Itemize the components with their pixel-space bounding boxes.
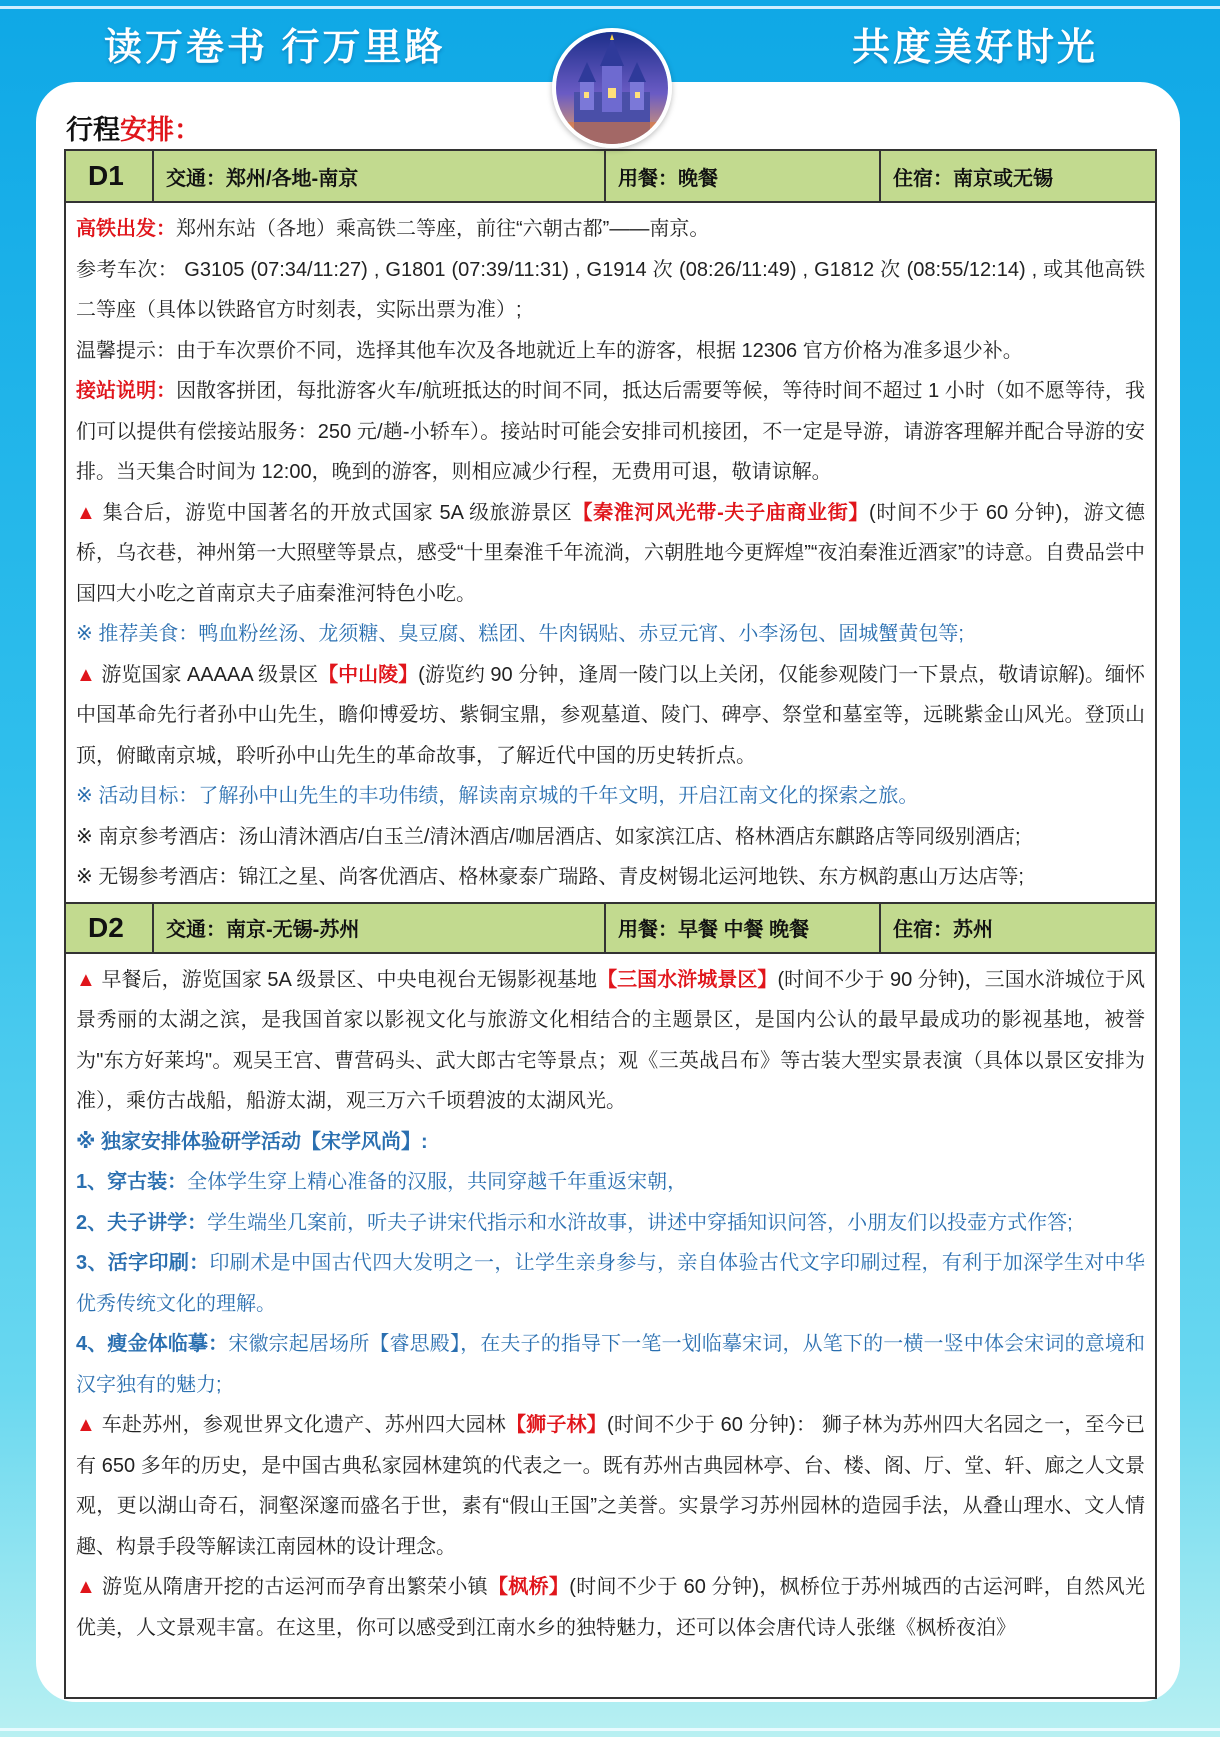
meal-cell: 用餐：晚餐 [606,151,881,201]
top-divider [0,6,1220,9]
triangle-icon: ▲ [76,968,96,991]
bottom-divider [0,1728,1220,1731]
triangle-icon: ▲ [76,663,96,686]
stay-cell: 住宿：南京或无锡 [893,167,1053,190]
qinhuai-activity: ▲ 集合后，游览中国著名的开放式国家 5A 级旅游景区【秦淮河风光带-夫子庙商业街】(时间不少于 60 分钟)，游文德桥，乌衣巷，神州第一大照壁等景点，感受“十里秦淮千年流淌，六朝胜地今更辉煌”“夜泊秦淮近酒家”的诗意。自费品尝中国四大小吃之首南京夫子庙秦淮河特色小吃。 [76,501,1146,605]
study-item-2: 2、夫子讲学：学生端坐几案前，听夫子讲宋代指示和水浒故事，讲述中穿插知识问答，小朋友们以投壶方式作答; [76,1211,1073,1234]
transport-cell: 交通：南京-无锡-苏州 [154,904,606,952]
zhongshan-activity: ▲ 游览国家 AAAAA 级景区【中山陵】(游览约 90 分钟，逢周一陵门以上关闭，仅能参观陵门一下景点，敬请谅解)。缅怀中国革命先行者孙中山先生，瞻仰博爱坊、紫铜宝鼎，参观墓道、陵门、碑亭、祭堂和墓室等，远眺紫金山风光。登顶山顶，俯瞰南京城，聆听孙中山先生的革命故事，了解近代中国的历史转折点。 [76,663,1145,767]
section-title-highlight: 安排： [120,115,201,145]
day-body-d1 [66,203,1155,902]
activity-goal: ※ 活动目标：了解孙中山先生的丰功伟绩，解读南京城的千年文明，开启江南文化的探索之旅。 [76,785,919,807]
train-reference: 参考车次： G3105 (07:34/11:27) , G1801 (07:39/11:31) , G1914 次 (08:26/11:49) , G1812 次 (08:55/12:14) , 或其他高铁二等座（具体以铁路官方时刻表，实际出票为准）; [76,258,1145,321]
triangle-icon: ▲ [76,501,97,524]
itinerary-table [64,149,1157,1699]
pickup-note: 接站说明：因散客拼团，每批游客火车/航班抵达的时间不同，抵达后需要等候，等待时间不超过 1 小时（如不愿等待，我们可以提供有偿接站服务：250 元/趟-小轿车）。接站时可能会安排司机接团，不一定是导游，请游客理解并配合导游的安排。当天集合时间为 12:00，晚到的游客，则相应减少行程，无费用可退，敬请谅解。 [76,380,1146,483]
slogan-right: 共度美好时光 [851,27,1098,69]
slogan-left: 读万卷书 行万里路 [104,27,446,69]
food-recommend: ※ 推荐美食：鸭血粉丝汤、龙须糖、臭豆腐、糕团、牛肉锅贴、赤豆元宵、小李汤包、固城蟹黄包等; [76,623,964,645]
study-activity-title: ※ 独家安排体验研学活动【宋学风尚】: [76,1130,428,1153]
day-label: D2 [66,904,154,952]
wuxi-hotels: ※ 无锡参考酒店：锦江之星、尚客优酒店、格林豪泰广瑞路、青皮树锡北运河地铁、东方枫韵惠山万达店等; [76,866,1024,888]
castle-photo-icon [552,28,672,148]
triangle-icon: ▲ [76,1414,97,1436]
triangle-icon: ▲ [76,1576,97,1598]
fare-tip: 温馨提示：由于车次票价不同，选择其他车次及各地就近上车的游客，根据 12306 官方价格为准多退少补。 [76,339,1023,362]
meal-cell: 用餐：早餐 中餐 晚餐 [606,904,881,952]
fengqiao-activity: ▲ 游览从隋唐开挖的古运河而孕育出繁荣小镇【枫桥】(时间不少于 60 分钟)，枫桥位于苏州城西的古运河畔，自然风光优美，人文景观丰富。在这里，你可以感受到江南水乡的独特魅力，还可以体会唐代诗人张继《枫桥夜泊》 [76,1576,1146,1639]
day-header-d2 [66,902,1155,954]
train-departure: 高铁出发：郑州东站（各地）乘高铁二等座，前往“六朝古都”——南京。 [76,218,710,240]
study-item-1: 1、穿古装：全体学生穿上精心准备的汉服，共同穿越千年重返宋朝， [76,1171,688,1193]
day-header-d1 [66,151,1155,203]
sanguo-activity: ▲ 早餐后，游览国家 5A 级景区、中央电视台无锡影视基地【三国水浒城景区】(时间不少于 90 分钟)，三国水浒城位于风景秀丽的太湖之滨，是我国首家以影视文化与旅游文化相结合的主题景区，是国内公认的最早最成功的影视基地，被誉为"东方好莱坞"。观吴王宫、曹营码头、武大郎古宅等景点；观《三英战吕布》等古装大型实景表演（具体以景区安排为准），乘仿古战船，船游太湖，观三万六千顷碧波的太湖风光。 [76,968,1146,1112]
section-title: 行程安排： [66,115,201,145]
transport-cell: 交通：郑州/各地-南京 [154,151,606,201]
shizilin-activity: ▲ 车赴苏州，参观世界文化遗产、苏州四大园林【狮子林】(时间不少于 60 分钟)： 狮子林为苏州四大名园之一，至今已有 650 多年的历史，是中国古典私家园林建筑的代表之一。既有苏州古典园林亭、台、楼、阁、厅、堂、轩、廊之人文景观，更以湖山奇石，洞壑深邃而盛名于世，素有“假山王国”之美誉。实景学习苏州园林的造园手法，从叠山理水、文人情趣、构景手段等解读江南园林的设计理念。 [76,1414,1146,1558]
nanjing-hotels: ※ 南京参考酒店：汤山清沐酒店/白玉兰/清沐酒店/咖居酒店、如家滨江店、格林酒店东麒路店等同级别酒店; [76,825,1021,848]
study-item-3: 3、活字印刷：印刷术是中国古代四大发明之一，让学生亲身参与，亲自体验古代文字印刷过程，有利于加深学生对中华优秀传统文化的理解。 [76,1252,1145,1315]
day-label: D1 [66,151,154,201]
study-item-4: 4、瘦金体临摹：宋徽宗起居场所【睿思殿】，在夫子的指导下一笔一划临摹宋词，从笔下的一横一竖中体会宋词的意境和汉字独有的魅力; [76,1333,1145,1396]
day-body-d2 [66,954,1155,1653]
stay-cell: 住宿：苏州 [893,919,993,941]
